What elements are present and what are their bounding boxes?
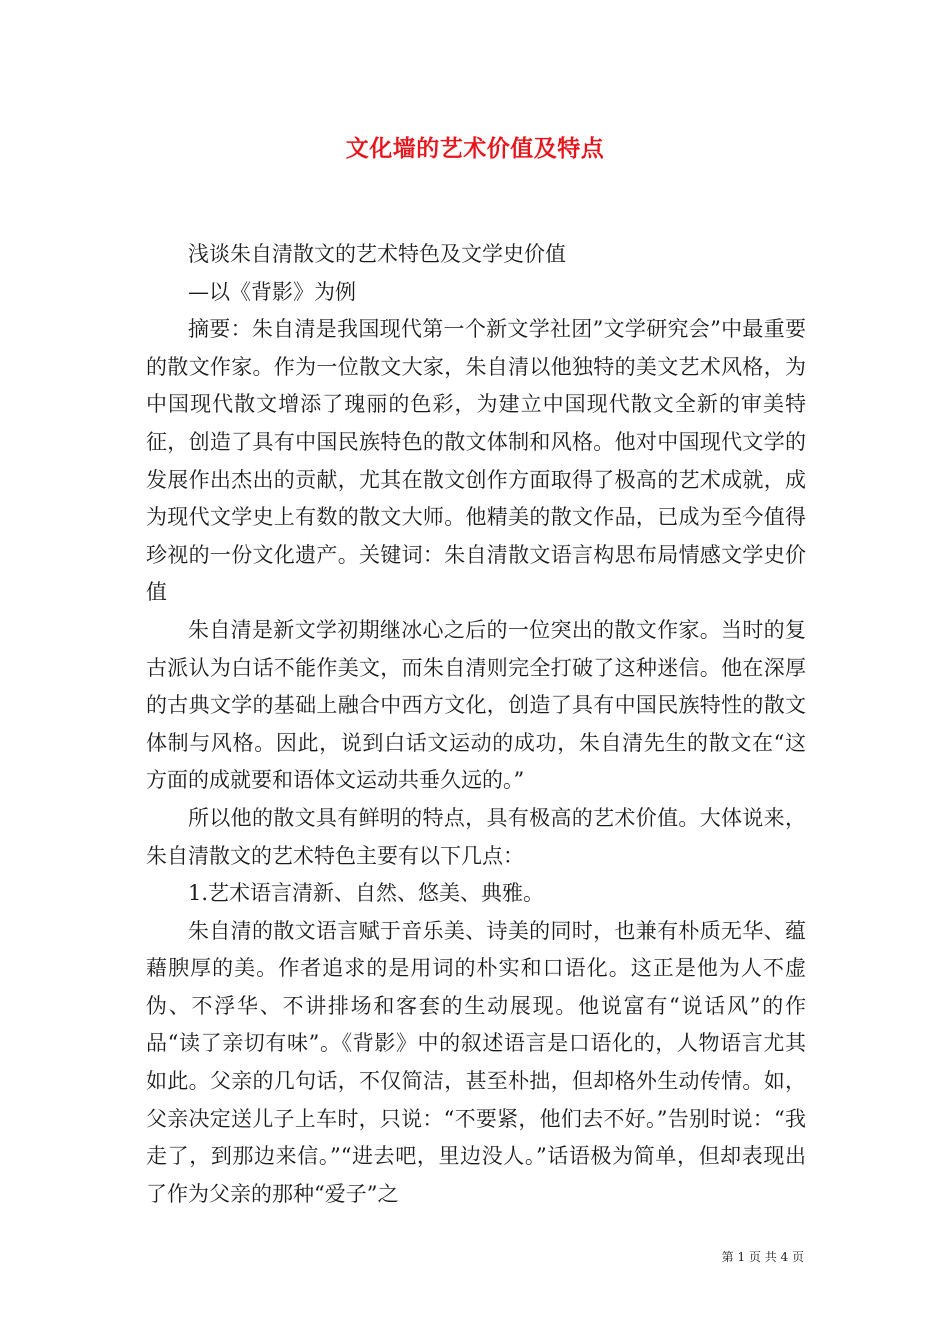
subtitle-example-paragraph: —以《背影》为例 xyxy=(188,279,356,304)
document-body xyxy=(146,236,806,1213)
body-paragraph: 朱自清的散文语言赋于音乐美、诗美的同时，也兼有朴质无华、蕴藉腴厚的美。作者追求的是用词的朴实和口语化。这正是他为人不虚伪、不浮华、不讲排场和客套的生动展现。他说富有“说话风”的作品“读了亲切有味”。《背影》中的叙述语言是口语化的，人物语言尤其如此。父亲的几句话，不仅简洁，甚至朴拙，但却格外生动传情。如，父亲决定送儿子上车时，只说：“不要紧，他们去不好。”告别时说：“我走了，到那边来信。”“进去吧，里边没人。”话语极为简单，但却表现出了作为父亲的那种“爱子”之 xyxy=(146,918,806,1206)
body-paragraph: 朱自清是新文学初期继冰心之后的一位突出的散文作家。当时的复古派认为白话不能作美文，而朱自清则完全打破了这种迷信。他在深厚的古典文学的基础上融合中西方文化，创造了具有中国民族特性的散文体制与风格。因此，说到白话文运动的成功，朱自清先生的散文在“这方面的成就要和语体文运动共垂久远的。” xyxy=(146,617,806,793)
body-paragraph: 所以他的散文具有鲜明的特点，具有极高的艺术价值。大体说来，朱自清散文的艺术特色主要有以下几点： xyxy=(146,805,806,868)
document-title: 文化墙的艺术价值及特点 xyxy=(345,135,605,162)
page-footer: 第 1 页 共 4 页 xyxy=(721,1250,804,1264)
subtitle-paragraph: 浅谈朱自清散文的艺术特色及文学史价值 xyxy=(188,242,566,266)
abstract-paragraph: 摘要：朱自清是我国现代第一个新文学社团”文学研究会”中最重要的散文作家。作为一位散文大家，朱自清以他独特的美文艺术风格，为中国现代散文增添了瑰丽的色彩，为建立中国现代散文全新的审美特征，创造了具有中国民族特色的散文体制和风格。他对中国现代文学的发展作出杰出的贡献，尤其在散文创作方面取得了极高的艺术成就，成为现代文学史上有数的散文大师。他精美的散文作品，已成为至今值得珍视的一份文化遗产。关键词：朱自清散文语言构思布局情感文学史价值 xyxy=(146,317,806,605)
section-heading: 1.艺术语言清新、自然、悠美、典雅。 xyxy=(188,881,545,906)
